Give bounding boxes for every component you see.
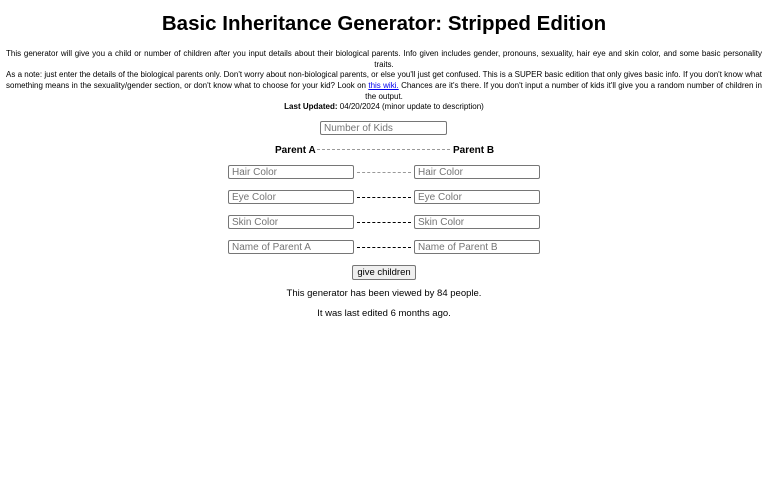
parent-b-name-input[interactable] [414, 240, 540, 254]
last-updated-value: 04/20/2024 (minor update to description) [337, 102, 484, 111]
description-paragraph-1: This generator will give you a child or number of children after you input details about their biological parents. Info given includes gender, pronouns, sexuality, hair eye and skin color, and some basic personality traits. [6, 49, 762, 69]
parent-a-skin-color-input[interactable] [228, 215, 354, 229]
parent-a-label: Parent A [275, 145, 316, 156]
parent-b-label: Parent B [453, 145, 495, 156]
parent-b-eye-color-input[interactable] [414, 190, 540, 204]
wiki-link[interactable]: this wiki. [368, 81, 399, 90]
row-divider [357, 172, 411, 173]
view-count-text: This generator has been viewed by 84 people. [286, 288, 482, 299]
parent-b-hair-color-input[interactable] [414, 165, 540, 179]
row-divider [357, 197, 411, 198]
parent-a-eye-color-input[interactable] [228, 190, 354, 204]
give-children-button[interactable]: give children [352, 265, 416, 280]
parent-a-hair-color-input[interactable] [228, 165, 354, 179]
last-updated [0, 101, 768, 112]
description-text-after-link: Chances are it's there. If you don't input a number of kids it'll give you a random number of children in the output. [365, 81, 762, 101]
last-edited-text: It was last edited 6 months ago. [317, 308, 451, 319]
parent-b-skin-color-input[interactable] [414, 215, 540, 229]
last-updated-label: Last Updated: [284, 102, 338, 111]
row-divider [357, 222, 411, 223]
row-divider [357, 247, 411, 248]
number-of-kids-input[interactable] [320, 121, 447, 135]
description-paragraph-2 [6, 69, 762, 102]
description-text-before-link: As a note: just enter the details of the biological parents only. Don't worry about non-biological parents, or else you'll just get confused. This is a SUPER basic edition that only gives basic info. If you don't know what something means in the sexuality/gender section, or don't know what to choose for your kid? Look on [6, 70, 762, 90]
parent-a-name-input[interactable] [228, 240, 354, 254]
page-title: Basic Inheritance Generator: Stripped Edition [161, 12, 607, 35]
parent-divider [317, 149, 450, 150]
